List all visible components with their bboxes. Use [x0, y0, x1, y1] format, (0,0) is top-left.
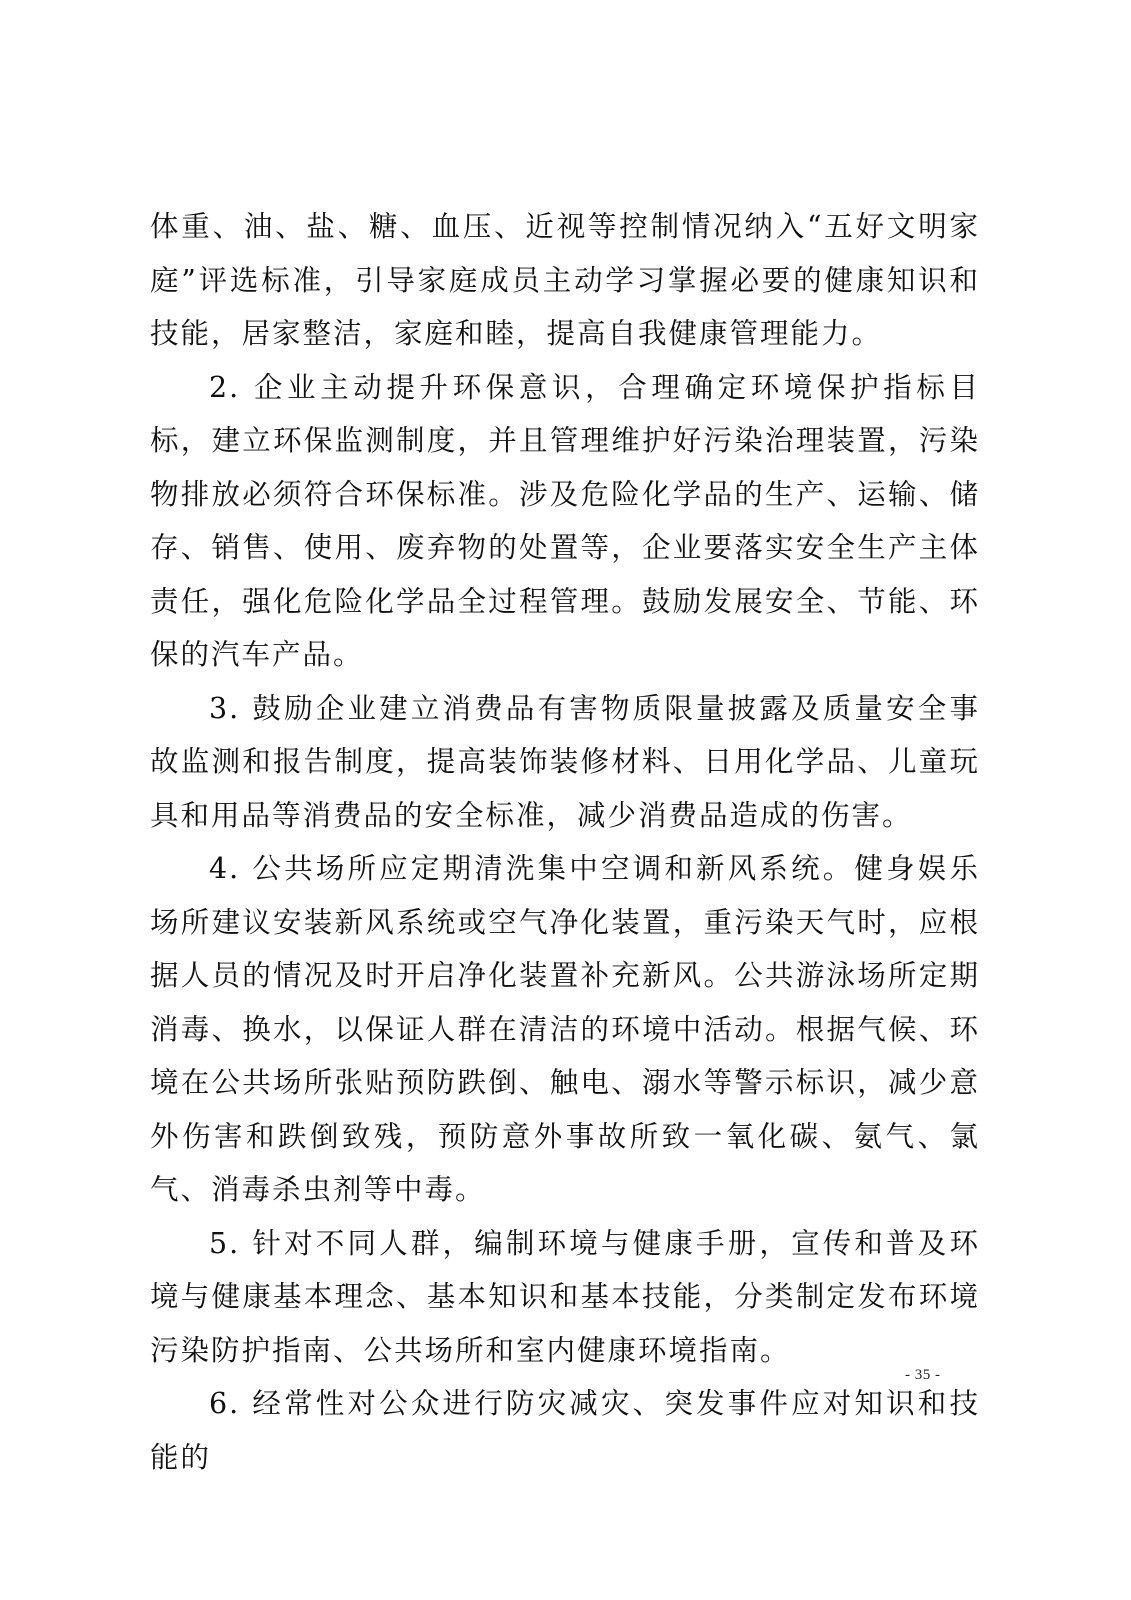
paragraph-item-2: 2. 企业主动提升环保意识，合理确定环境保护指标目标，建立环保监测制度，并且管理维护好污染治理装置，污染物排放必须符合环保标准。涉及危险化学品的生产、运输、储存、销售、使用、废弃物的处置等，企业要落实安全生产主体责任，强化危险化学品全过程管理。鼓励发展安全、节能、环保的汽车产品。 [150, 370, 980, 671]
page-body [150, 200, 980, 1484]
paragraph-item-3: 3. 鼓励企业建立消费品有害物质限量披露及质量安全事故监测和报告制度，提高装饰装修材料、日用化学品、儿童玩具和用品等消费品的安全标准，减少消费品造成的伤害。 [150, 691, 980, 832]
paragraph-item-5: 5. 针对不同人群，编制环境与健康手册，宣传和普及环境与健康基本理念、基本知识和基本技能，分类制定发布环境污染防护指南、公共场所和室内健康环境指南。 [150, 1226, 980, 1367]
paragraph-item-6: 6. 经常性对公众进行防灾减灾、突发事件应对知识和技能的 [150, 1387, 980, 1474]
paragraph-continuation: 体重、油、盐、糖、血压、近视等控制情况纳入“五好文明家庭”评选标准，引导家庭成员主动学习掌握必要的健康知识和技能，居家整洁，家庭和睦，提高自我健康管理能力。 [150, 210, 980, 350]
page-number: - 35 - [905, 1367, 941, 1383]
paragraph-item-4: 4. 公共场所应定期清洗集中空调和新风系统。健身娱乐场所建议安装新风系统或空气净化装置，重污染天气时，应根据人员的情况及时开启净化装置补充新风。公共游泳场所定期消毒、换水，以保证人群在清洁的环境中活动。根据气候、环境在公共场所张贴预防跌倒、触电、溺水等警示标识，减少意外伤害和跌倒致残，预防意外事故所致一氧化碳、氨气、氯气、消毒杀虫剂等中毒。 [150, 852, 980, 1206]
